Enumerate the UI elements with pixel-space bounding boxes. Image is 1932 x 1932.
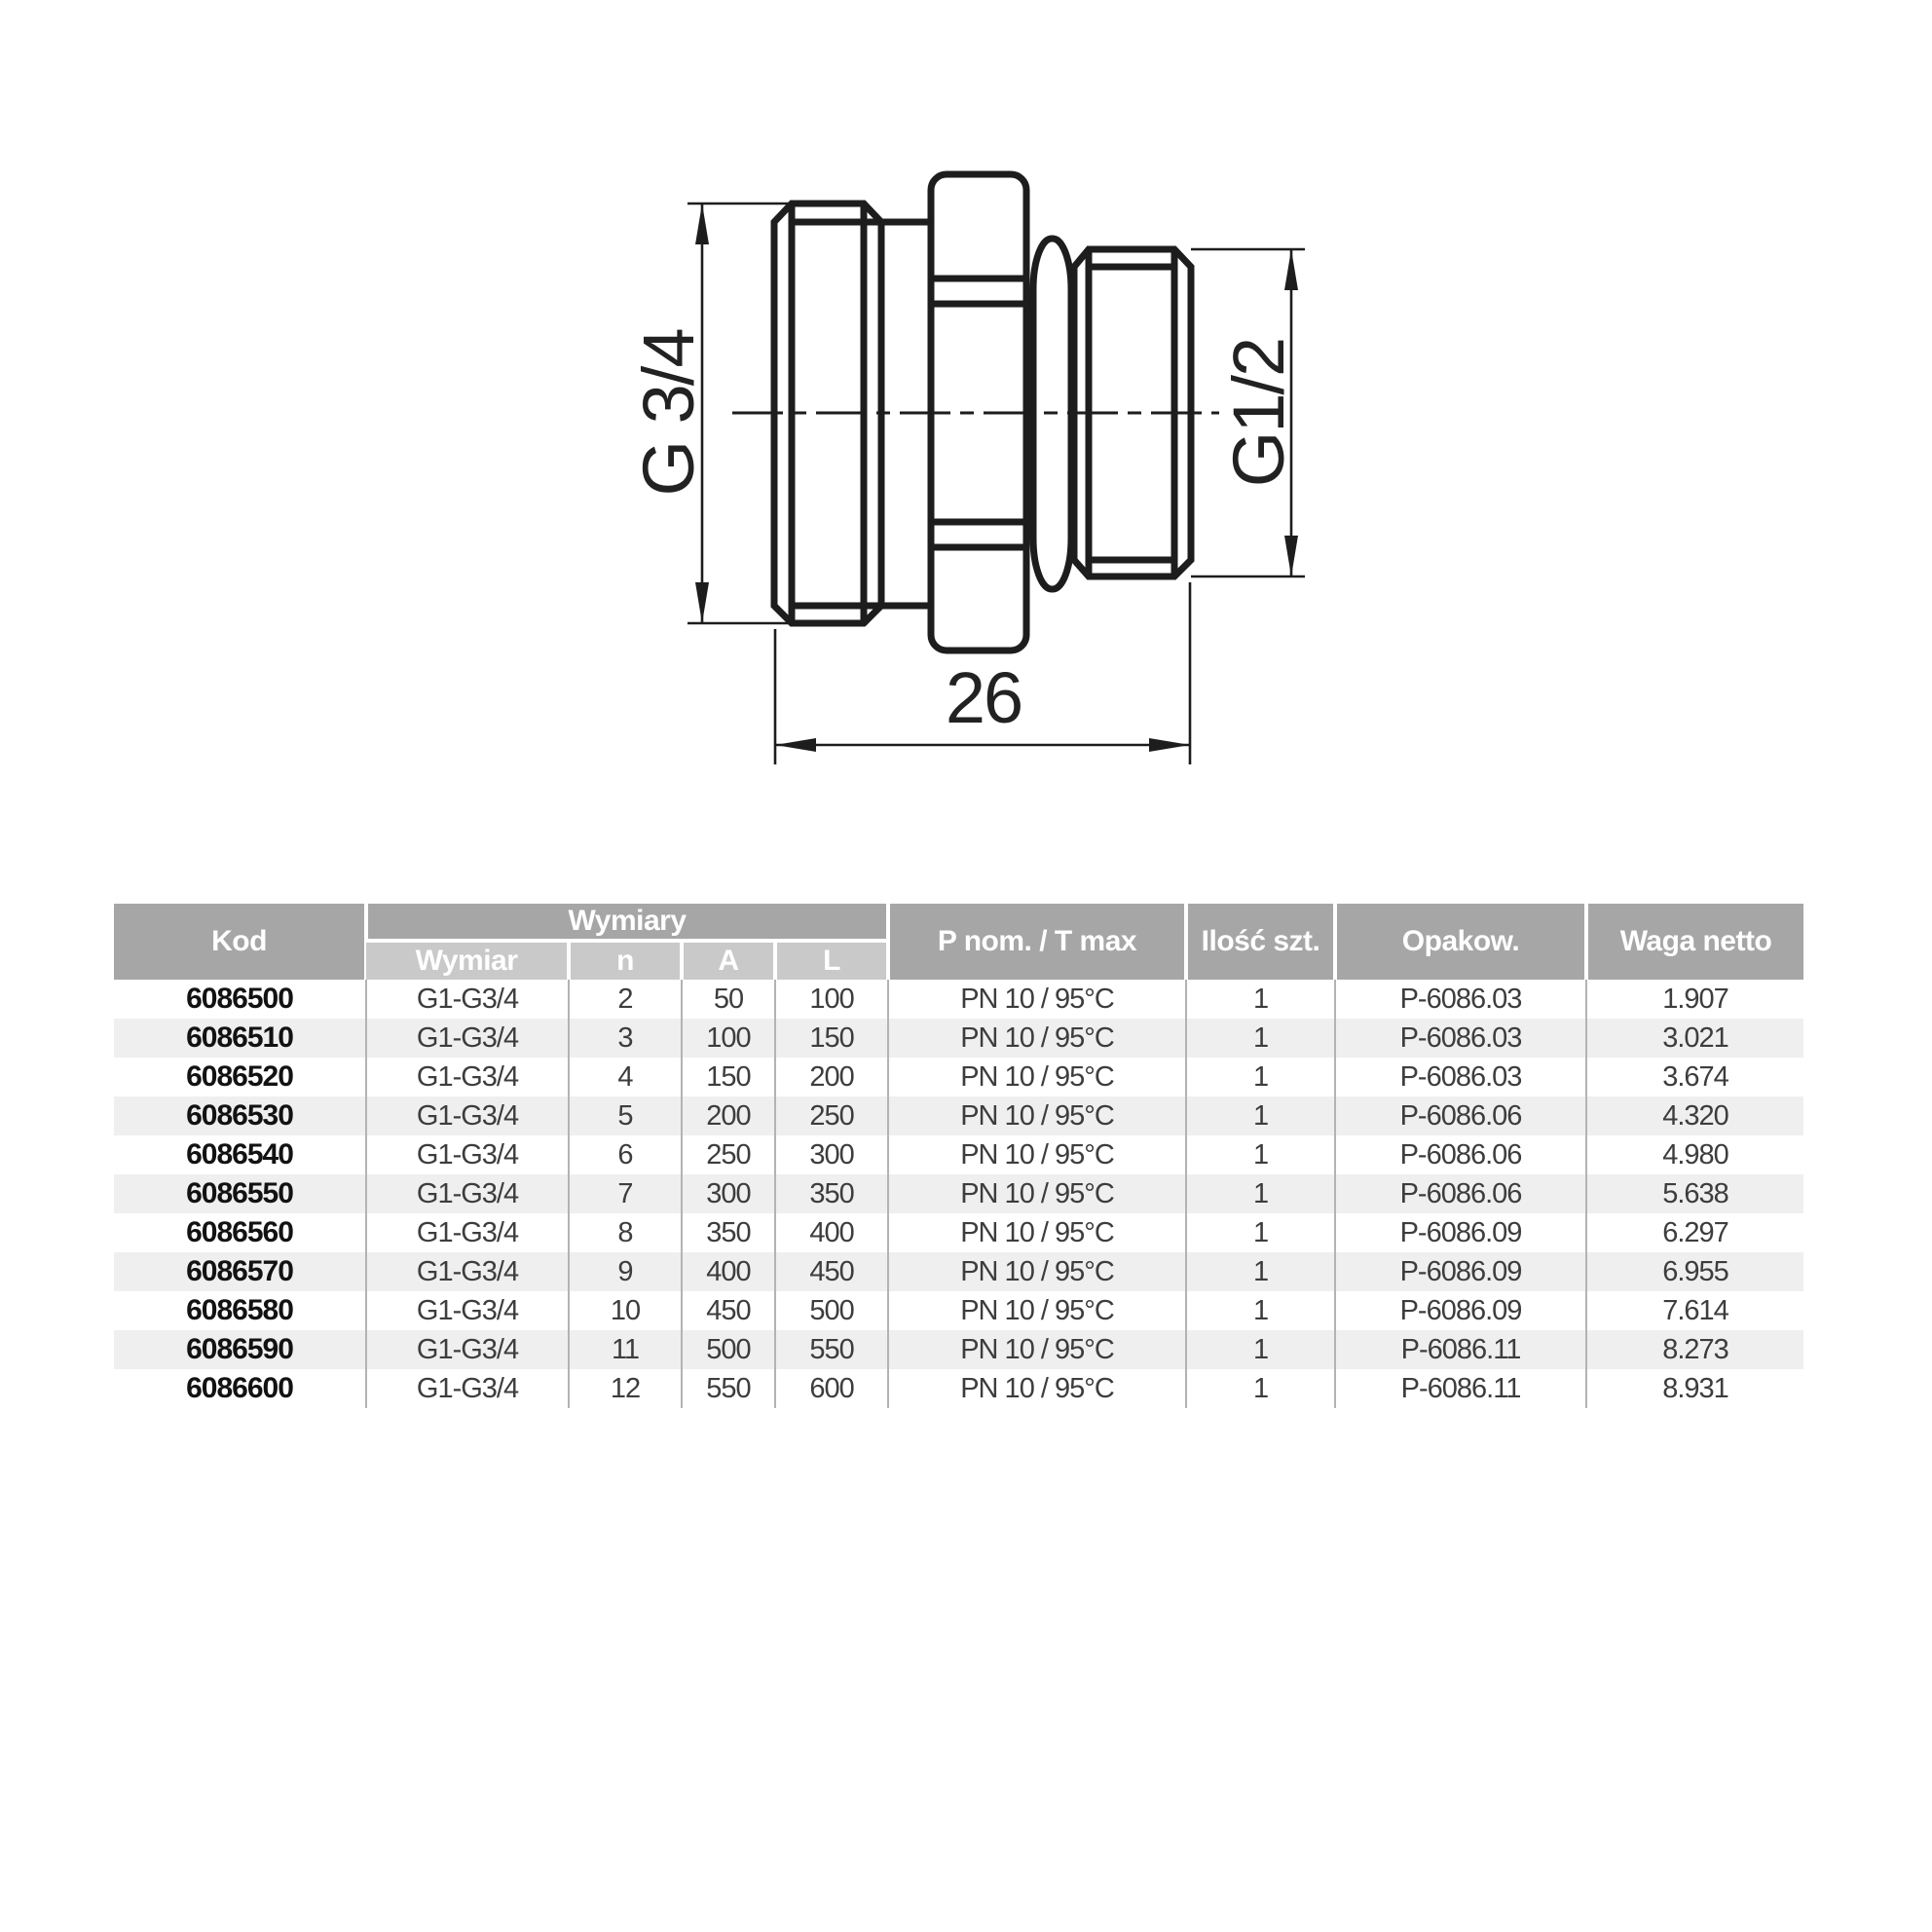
cell-a: 100 — [682, 1019, 775, 1058]
cell-ilosc: 1 — [1186, 1291, 1335, 1330]
header-wymiary-group: Wymiary — [366, 904, 888, 941]
cell-waga: 7.614 — [1586, 1291, 1803, 1330]
cell-kod: 6086530 — [186, 1099, 293, 1132]
cell-kod: 6086560 — [186, 1216, 293, 1248]
cell-pnom: PN 10 / 95°C — [888, 1058, 1186, 1096]
cell-kod: 6086520 — [186, 1060, 293, 1093]
cell-a: 400 — [682, 1252, 775, 1291]
cell-wymiar: G1-G3/4 — [366, 1330, 569, 1369]
cell-ilosc: 1 — [1186, 1330, 1335, 1369]
cell-kod: 6086590 — [186, 1333, 293, 1365]
cell-wymiar: G1-G3/4 — [366, 1096, 569, 1135]
right-dim-arrow-down — [1284, 536, 1298, 576]
header-ilosc: Ilość szt. — [1186, 904, 1335, 980]
table-row — [114, 1369, 1803, 1408]
right-dim-arrow-up — [1284, 249, 1298, 290]
cell-a: 50 — [682, 980, 775, 1019]
table-row — [114, 1291, 1803, 1330]
table-row — [114, 1135, 1803, 1174]
cell-kod: 6086580 — [186, 1294, 293, 1326]
cell-l: 550 — [775, 1330, 888, 1369]
cell-ilosc: 1 — [1186, 1213, 1335, 1252]
cell-ilosc: 1 — [1186, 1174, 1335, 1213]
cell-wymiar: G1-G3/4 — [366, 1252, 569, 1291]
cell-ilosc: 1 — [1186, 1019, 1335, 1058]
bottom-dim-arrow-left — [775, 738, 816, 752]
cell-wymiar: G1-G3/4 — [366, 1174, 569, 1213]
cell-a: 150 — [682, 1058, 775, 1096]
cell-l: 600 — [775, 1369, 888, 1408]
spec-table — [114, 904, 1803, 1408]
cell-l: 500 — [775, 1291, 888, 1330]
cell-pnom: PN 10 / 95°C — [888, 1019, 1186, 1058]
table-row — [114, 1058, 1803, 1096]
cell-l: 100 — [775, 980, 888, 1019]
header-l: L — [775, 941, 888, 980]
cell-wymiar: G1-G3/4 — [366, 1058, 569, 1096]
technical-drawing — [0, 0, 1932, 876]
table-row — [114, 1252, 1803, 1291]
cell-pnom: PN 10 / 95°C — [888, 1174, 1186, 1213]
cell-opakow: P-6086.06 — [1335, 1135, 1586, 1174]
cell-kod: 6086550 — [186, 1177, 293, 1209]
cell-pnom: PN 10 / 95°C — [888, 1135, 1186, 1174]
cell-ilosc: 1 — [1186, 1135, 1335, 1174]
cell-ilosc: 1 — [1186, 1369, 1335, 1408]
cell-a: 250 — [682, 1135, 775, 1174]
cell-kod: 6086540 — [186, 1138, 293, 1170]
cell-kod: 6086570 — [186, 1255, 293, 1287]
cell-waga: 4.320 — [1586, 1096, 1803, 1135]
cell-n: 3 — [569, 1019, 682, 1058]
cell-opakow: P-6086.03 — [1335, 1058, 1586, 1096]
cell-waga: 6.955 — [1586, 1252, 1803, 1291]
cell-kod: 6086500 — [186, 983, 293, 1015]
cell-waga: 4.980 — [1586, 1135, 1803, 1174]
cell-n: 2 — [569, 980, 682, 1019]
cell-waga: 3.674 — [1586, 1058, 1803, 1096]
spec-table-body — [114, 980, 1803, 1408]
cell-n: 7 — [569, 1174, 682, 1213]
table-row — [114, 980, 1803, 1019]
width-dim-label: 26 — [945, 657, 1022, 738]
cell-wymiar: G1-G3/4 — [366, 1135, 569, 1174]
cell-n: 4 — [569, 1058, 682, 1096]
cell-l: 250 — [775, 1096, 888, 1135]
left-dim-arrow-up — [695, 204, 709, 244]
cell-pnom: PN 10 / 95°C — [888, 1369, 1186, 1408]
cell-opakow: P-6086.06 — [1335, 1174, 1586, 1213]
cell-ilosc: 1 — [1186, 980, 1335, 1019]
header-pnom: P nom. / T max — [888, 904, 1186, 980]
cell-a: 550 — [682, 1369, 775, 1408]
header-kod: Kod — [114, 904, 366, 980]
cell-ilosc: 1 — [1186, 1058, 1335, 1096]
cell-opakow: P-6086.11 — [1335, 1330, 1586, 1369]
cell-wymiar: G1-G3/4 — [366, 1213, 569, 1252]
cell-l: 350 — [775, 1174, 888, 1213]
table-row — [114, 1096, 1803, 1135]
table-row — [114, 1019, 1803, 1058]
cell-pnom: PN 10 / 95°C — [888, 1096, 1186, 1135]
left-dim-arrow-down — [695, 582, 709, 623]
spec-table-header — [114, 904, 1803, 980]
cell-wymiar: G1-G3/4 — [366, 1291, 569, 1330]
cell-opakow: P-6086.03 — [1335, 1019, 1586, 1058]
cell-pnom: PN 10 / 95°C — [888, 1330, 1186, 1369]
cell-opakow: P-6086.11 — [1335, 1369, 1586, 1408]
cell-a: 500 — [682, 1330, 775, 1369]
cell-waga: 8.273 — [1586, 1330, 1803, 1369]
cell-n: 5 — [569, 1096, 682, 1135]
cell-pnom: PN 10 / 95°C — [888, 1252, 1186, 1291]
cell-l: 300 — [775, 1135, 888, 1174]
cell-n: 8 — [569, 1213, 682, 1252]
cell-l: 200 — [775, 1058, 888, 1096]
cell-ilosc: 1 — [1186, 1096, 1335, 1135]
cell-opakow: P-6086.09 — [1335, 1291, 1586, 1330]
cell-waga: 1.907 — [1586, 980, 1803, 1019]
cell-wymiar: G1-G3/4 — [366, 1019, 569, 1058]
cell-waga: 6.297 — [1586, 1213, 1803, 1252]
cell-pnom: PN 10 / 95°C — [888, 980, 1186, 1019]
header-opakow: Opakow. — [1335, 904, 1586, 980]
header-a: A — [682, 941, 775, 980]
table-row — [114, 1174, 1803, 1213]
cell-wymiar: G1-G3/4 — [366, 980, 569, 1019]
cell-pnom: PN 10 / 95°C — [888, 1213, 1186, 1252]
cell-n: 9 — [569, 1252, 682, 1291]
table-row — [114, 1213, 1803, 1252]
cell-a: 450 — [682, 1291, 775, 1330]
cell-n: 12 — [569, 1369, 682, 1408]
cell-a: 350 — [682, 1213, 775, 1252]
cell-ilosc: 1 — [1186, 1252, 1335, 1291]
cell-opakow: P-6086.09 — [1335, 1213, 1586, 1252]
header-wymiar: Wymiar — [366, 941, 569, 980]
cell-kod: 6086600 — [186, 1372, 293, 1404]
cell-l: 450 — [775, 1252, 888, 1291]
cell-a: 200 — [682, 1096, 775, 1135]
left-thread-label: G 3/4 — [628, 329, 709, 497]
header-waga: Waga netto — [1586, 904, 1803, 980]
header-n: n — [569, 941, 682, 980]
table-row — [114, 1330, 1803, 1369]
cell-l: 400 — [775, 1213, 888, 1252]
cell-opakow: P-6086.09 — [1335, 1252, 1586, 1291]
cell-n: 10 — [569, 1291, 682, 1330]
cell-opakow: P-6086.06 — [1335, 1096, 1586, 1135]
cell-l: 150 — [775, 1019, 888, 1058]
cell-waga: 5.638 — [1586, 1174, 1803, 1213]
cell-pnom: PN 10 / 95°C — [888, 1291, 1186, 1330]
bottom-dim-arrow-right — [1149, 738, 1190, 752]
cell-wymiar: G1-G3/4 — [366, 1369, 569, 1408]
cell-opakow: P-6086.03 — [1335, 980, 1586, 1019]
cell-n: 11 — [569, 1330, 682, 1369]
cell-waga: 3.021 — [1586, 1019, 1803, 1058]
cell-n: 6 — [569, 1135, 682, 1174]
cell-waga: 8.931 — [1586, 1369, 1803, 1408]
cell-kod: 6086510 — [186, 1022, 293, 1054]
cell-a: 300 — [682, 1174, 775, 1213]
right-thread-label: G1/2 — [1218, 338, 1299, 488]
